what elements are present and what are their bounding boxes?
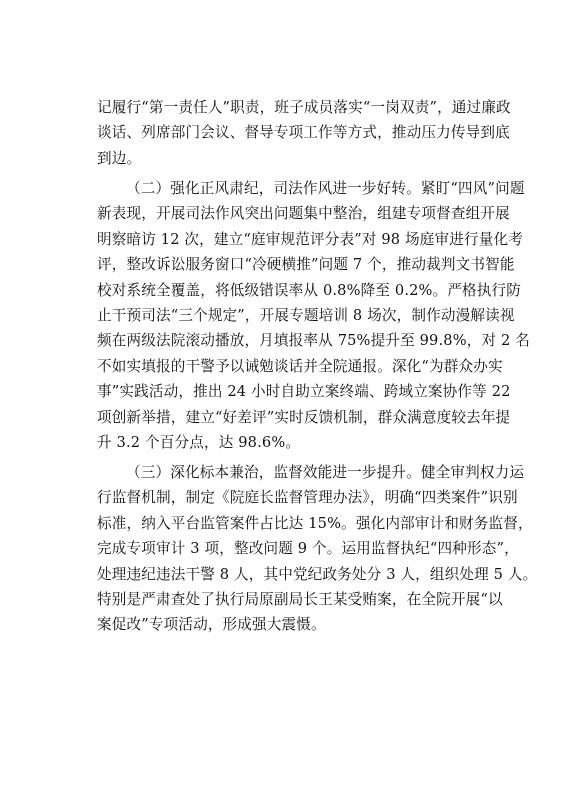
paragraph-3-line: 完成专项审计 3 项，整改问题 9 个。运用监督执纪“四种形态”， (97, 540, 519, 558)
paragraph-1-line: 记履行“第一责任人”职责，班子成员落实“一岗双责”，通过廉政 (97, 99, 511, 116)
paragraph-2-line: 频在两级法院滚动播放，月填报率从 75%提升至 99.8%，对 2 名 (97, 332, 530, 350)
paragraph-3-heading-line: （三）深化标本兼治，监督效能进一步提升。健全审判权力运 (126, 464, 525, 481)
paragraph-2 (97, 176, 530, 455)
paragraph-2-line: 评，整改诉讼服务窗口“冷硬横推”问题 7 个，推动裁判文书智能 (97, 256, 515, 274)
paragraph-3-line: 特别是严肃查处了执行局原副局长王某受贿案，在全院开展“以 (97, 590, 503, 608)
paragraph-2-line: 止干预司法“三个规定”，开展专题培训 8 场次，制作动漫解读视 (97, 306, 515, 324)
paragraph-3-line: 标准，纳入平台监管案件占比达 15%。强化内部审计和财务监督， (97, 514, 533, 532)
paragraph-3-line: 行监督机制，制定《院庭长监督管理办法》，明确“四类案件”识别 (97, 489, 518, 507)
paragraph-1-line: 到边。 (97, 149, 142, 167)
paragraph-2-line: 校对系统全覆盖，将低级错误率从 0.8%降至 0.2%。严格执行防 (97, 281, 522, 299)
paragraph-2-line: 升 3.2 个百分点，达 98.6%。 (97, 433, 301, 451)
paragraph-1-line: 谈话、列席部门会议、督导专项工作等方式，推动压力传导到底 (97, 124, 510, 142)
paragraph-2-line: 事”实践活动，推出 24 小时自助立案终端、跨域立案协作等 22 (97, 383, 511, 401)
paragraph-2-line: 明察暗访 12 次，建立“庭审规范评分表”对 98 场庭审进行量化考 (97, 230, 523, 248)
paragraph-2-heading-line: （二）强化正风肃纪，司法作风进一步好转。紧盯“四风”问题 (126, 180, 525, 197)
paragraph-3-line: 案促改”专项活动，形成强大震慑。 (97, 616, 326, 634)
paragraph-2-line: 项创新举措，建立“好差评”实时反馈机制，群众满意度较去年提 (97, 408, 511, 426)
paragraph-3-line: 处理违纪违法干警 8 人，其中党纪政务处分 3 人，组织处理 5 人。 (97, 565, 538, 583)
paragraph-2-line: 新表现，开展司法作风突出问题集中整治，组建专项督查组开展 (97, 205, 510, 223)
paragraph-2-line: 不如实填报的干警予以诫勉谈话并全院通报。深化“为群众办实 (97, 357, 503, 375)
paragraph-1 (97, 95, 511, 171)
paragraph-3 (97, 460, 538, 638)
